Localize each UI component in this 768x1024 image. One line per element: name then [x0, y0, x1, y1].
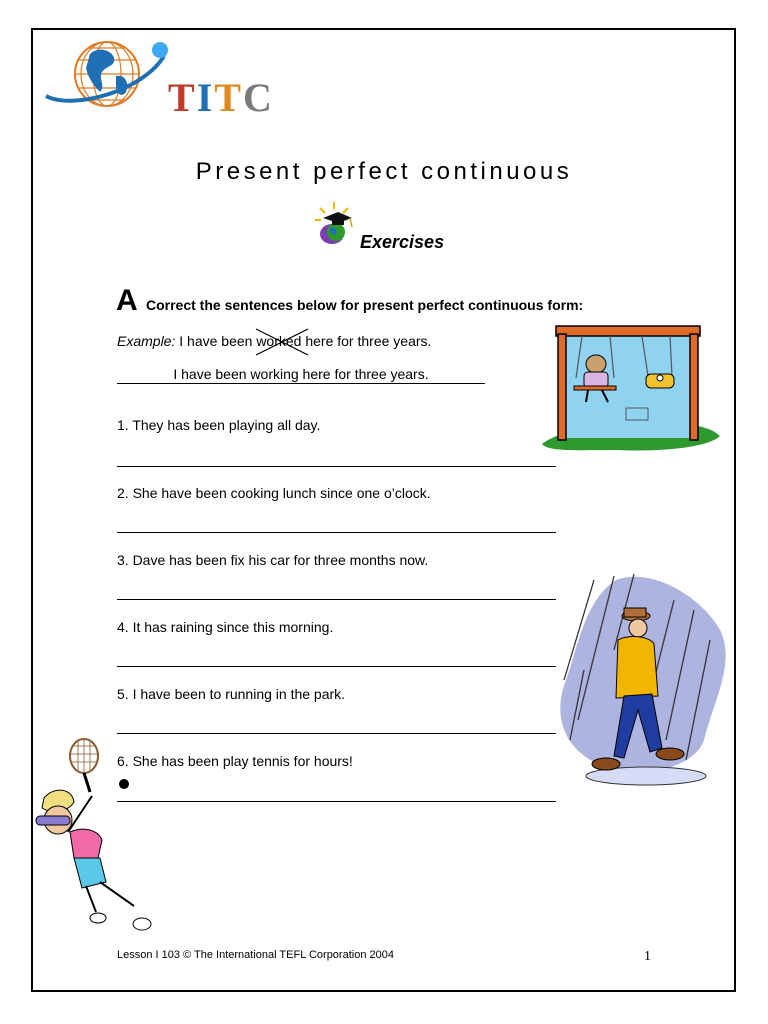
answer-line-4[interactable]: [117, 666, 556, 667]
logo-letter-t: T: [168, 75, 197, 120]
struck-word: [256, 333, 301, 349]
page-footer: Lesson I 103 © The International TEFL Corporation 2004: [117, 949, 394, 961]
question-4: 4. It has raining since this morning.: [117, 619, 334, 635]
page-title: Present perfect continuous: [195, 158, 573, 185]
example-text-after: here for three years.: [301, 333, 432, 349]
page-number: 1: [644, 949, 651, 964]
question-2: 2. She have been cooking lunch since one o’clock.: [117, 485, 431, 501]
struck-word-text: worked: [256, 333, 302, 349]
question-6: 6. She has been play tennis for hours!: [117, 753, 353, 769]
graduation-globe-icon: [312, 200, 356, 248]
answer-line-2[interactable]: [117, 532, 556, 533]
man-in-rain-illustration: [554, 570, 732, 792]
section-letter: A: [116, 284, 138, 317]
logo-wordmark: [168, 74, 274, 121]
tennis-player-illustration: [24, 736, 174, 942]
logo-letter-i: I: [196, 75, 215, 120]
example-text-before: I have been: [175, 333, 257, 349]
logo-letter-t2: T: [214, 75, 243, 120]
exercises-label: Exercises: [360, 232, 445, 252]
section-instruction: Correct the sentences below for present perfect continuous form:: [146, 297, 584, 313]
example-sentence: [117, 333, 431, 349]
question-1: 1. They has been playing all day.: [117, 417, 321, 433]
globe-logo-icon: [42, 36, 172, 116]
answer-line-5[interactable]: [117, 733, 556, 734]
question-3: 3. Dave has been fix his car for three months now.: [117, 552, 429, 568]
example-label: Example:: [117, 333, 176, 349]
playground-swings-illustration: [538, 320, 722, 454]
strikethrough-cross-icon: [254, 327, 310, 357]
example-answer: I have been working here for three years.: [117, 366, 485, 384]
answer-line-3[interactable]: [117, 599, 556, 600]
answer-line-1[interactable]: [117, 466, 556, 467]
answer-line-6[interactable]: [117, 801, 556, 802]
logo-letter-c: C: [242, 75, 274, 120]
question-5: 5. I have been to running in the park.: [117, 686, 346, 702]
